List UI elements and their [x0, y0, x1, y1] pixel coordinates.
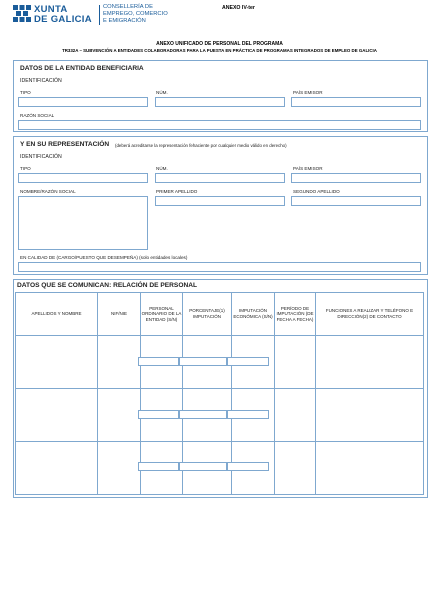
- rep-nombre-field[interactable]: [18, 196, 148, 250]
- xunta-logo-icon: [13, 5, 31, 25]
- apellidos-cell[interactable]: [16, 336, 98, 389]
- nif-cell[interactable]: [98, 442, 141, 495]
- column-header: NIF/NIE: [98, 293, 141, 336]
- logo-line2: DE GALICIA: [34, 14, 92, 25]
- funciones-cell[interactable]: [316, 442, 424, 495]
- column-header: APELLIDOS Y NOMBRE: [16, 293, 98, 336]
- rep-apellido2-field[interactable]: [291, 196, 421, 206]
- dept-line3: E EMIGRACIÓN: [103, 18, 146, 24]
- column-header: PERSONAL ORDINARIO DE LA ENTIDAD (S/N): [141, 293, 183, 336]
- entity-num-field[interactable]: [155, 97, 285, 107]
- rep-nombre-label: NOMBRE/RAZÓN SOCIAL: [20, 189, 76, 194]
- rep-tipo-label: TIPO: [20, 166, 31, 171]
- periodo-cell[interactable]: [275, 442, 316, 495]
- rep-calidad-field[interactable]: [18, 262, 421, 272]
- rep-pais-field[interactable]: [291, 173, 421, 183]
- entity-razon-label: RAZÓN SOCIAL: [20, 113, 55, 118]
- column-header: PERÍODO DE IMPUTACIÓN (DE FECHA A FECHA): [275, 293, 316, 336]
- annex-label: ANEXO IV-ter: [222, 5, 255, 11]
- entity-section-title: DATOS DE LA ENTIDAD BENEFICIARIA: [20, 65, 144, 72]
- representation-note: (deberá acreditarse la representación fehaciente por cualquier medio válido en derecho): [115, 142, 287, 148]
- funciones-cell[interactable]: [316, 336, 424, 389]
- rep-num-field[interactable]: [155, 173, 285, 183]
- entity-pais-field[interactable]: [291, 97, 421, 107]
- apellidos-cell[interactable]: [16, 389, 98, 442]
- column-header: PORCENTAJE(1) IMPUTACIÓN: [183, 293, 232, 336]
- entity-num-label: NÚM.: [156, 90, 168, 95]
- imputacion-subfield[interactable]: [227, 357, 269, 366]
- rep-tipo-field[interactable]: [18, 173, 148, 183]
- rep-pais-label: PAÍS EMISOR: [293, 166, 323, 171]
- porcentaje-subfield[interactable]: [179, 462, 227, 471]
- nif-cell[interactable]: [98, 389, 141, 442]
- representation-section-title: Y EN SU REPRESENTACIÓN: [20, 141, 110, 148]
- entity-tipo-field[interactable]: [18, 97, 148, 107]
- personal-ordinario-subfield[interactable]: [138, 462, 179, 471]
- relation-header-row: [16, 293, 424, 336]
- relation-section-title: DATOS QUE SE COMUNICAN: RELACIÓN DE PERSONAL: [17, 282, 197, 289]
- document-subtitle: TR332A – SUBVENCIÓN A ENTIDADES COLABORADORAS PARA LA PUESTA EN PRÁCTICA DE PROGRAMAS INTEGRADOS DE EMPLEO DE GALICIA: [62, 48, 377, 53]
- entity-pais-label: PAÍS EMISOR: [293, 90, 323, 95]
- rep-apellido1-field[interactable]: [155, 196, 285, 206]
- nif-cell[interactable]: [98, 336, 141, 389]
- rep-calidad-label: EN CALIDAD DE (CARGO/PUESTO QUE DESEMPEÑA) (solo entidades locales): [20, 255, 188, 260]
- document-title: ANEXO UNIFICADO DE PERSONAL DEL PROGRAMA: [156, 41, 283, 47]
- entity-razon-field[interactable]: [18, 120, 421, 130]
- rep-num-label: NÚM.: [156, 166, 168, 171]
- dept-line2: EMPREGO, COMERCIO: [103, 11, 168, 17]
- entity-identification-label: IDENTIFICACIÓN: [20, 78, 62, 84]
- apellidos-cell[interactable]: [16, 442, 98, 495]
- periodo-cell[interactable]: [275, 389, 316, 442]
- representation-identification-label: IDENTIFICACIÓN: [20, 154, 62, 160]
- personal-ordinario-subfield[interactable]: [138, 410, 179, 419]
- entity-tipo-label: TIPO: [20, 90, 31, 95]
- personal-ordinario-subfield[interactable]: [138, 357, 179, 366]
- dept-line1: CONSELLERÍA DE: [103, 4, 153, 10]
- imputacion-subfield[interactable]: [227, 462, 269, 471]
- periodo-cell[interactable]: [275, 336, 316, 389]
- porcentaje-subfield[interactable]: [179, 410, 227, 419]
- logo-divider: [99, 5, 100, 25]
- logo-line1: XUNTA: [34, 4, 68, 15]
- rep-apellido2-label: SEGUNDO APELLIDO: [293, 189, 340, 194]
- funciones-cell[interactable]: [316, 389, 424, 442]
- column-header: IMPUTACIÓN ECONÓMICA (S/N): [232, 293, 275, 336]
- rep-apellido1-label: PRIMER APELLIDO: [156, 189, 198, 194]
- column-header: FUNCIONES A REALIZAR Y TELÉFONO E DIRECCIÓN(2) DE CONTACTO: [316, 293, 424, 336]
- imputacion-subfield[interactable]: [227, 410, 269, 419]
- porcentaje-subfield[interactable]: [179, 357, 227, 366]
